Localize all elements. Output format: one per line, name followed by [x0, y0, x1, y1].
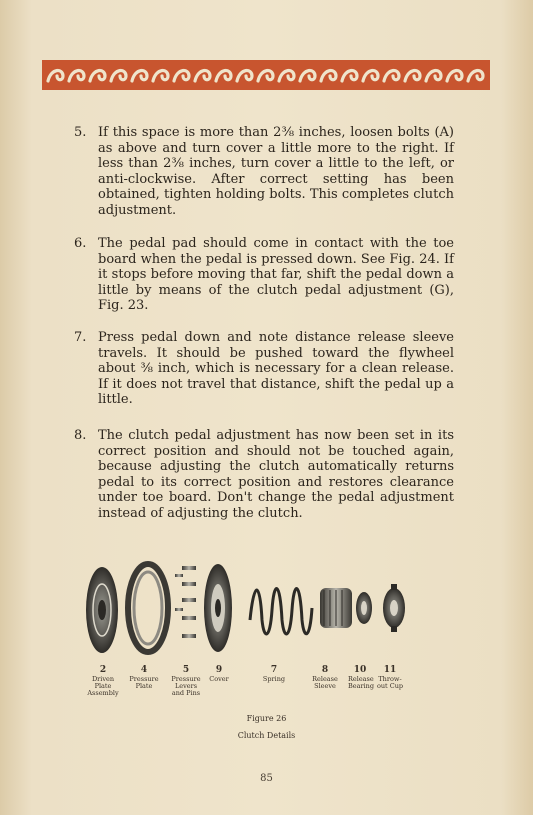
part-name: Pressure Plate [129, 675, 159, 690]
throw-out-cup-drawing [383, 584, 405, 632]
part-name: Spring [262, 675, 286, 683]
part-name: Throw-out Cup [376, 675, 404, 690]
part-label-spring [258, 664, 290, 683]
part-label-release-sleeve [308, 664, 342, 690]
part-number: 8 [321, 665, 329, 675]
item-text: If this space is more than 2⅜ inches, loosen bolts (A) as above and turn cover a little more to the right. If less than 2⅜ inches, turn cover a little to the left, or anti-clockwise. After correct setting has been obtained, tighten holding bolts. This completes clutch adjustment. [98, 125, 454, 218]
part-number: 4 [140, 665, 148, 675]
pressure-plate-drawing [128, 564, 168, 652]
figure-title: Figure 26 [246, 714, 287, 723]
item-number: 7. [74, 330, 87, 345]
part-number: 5 [182, 665, 190, 675]
item-text: The pedal pad should come in contact with the toe board when the pedal is pressed down. See Fig. 24. If it stops before moving that far, shift the pedal down a little by means of the clutch pedal adjustment (G), Fig. 23. [98, 236, 454, 313]
release-sleeve-drawing [320, 588, 352, 628]
item-text: Press pedal down and note distance release sleeve travels. It should be pushed toward the flywheel about ⅜ inch, which is necessary for a clean release. If it does not travel that distance, shift the pedal up a little. [98, 330, 454, 407]
item-number: 8. [74, 428, 87, 443]
part-name: Driven Plate Assembly [87, 675, 119, 697]
part-label-pressure-levers [170, 664, 202, 697]
part-number: 7 [270, 665, 278, 675]
cover-drawing [204, 564, 232, 652]
part-label-cover [204, 664, 234, 683]
driven-plate-drawing [86, 567, 118, 653]
page-number: 85 [260, 773, 273, 784]
part-number: 2 [99, 665, 107, 675]
clutch-parts-illustration [78, 560, 418, 660]
decorative-border-band [42, 60, 490, 90]
part-label-driven-plate [86, 664, 120, 697]
figure-subtitle: Clutch Details [237, 731, 296, 740]
part-number: 9 [215, 665, 223, 675]
part-name: Pressure Levers and Pins [171, 675, 201, 697]
pressure-levers-drawing [175, 566, 196, 638]
part-number: 11 [383, 665, 397, 675]
part-name: Cover [209, 675, 229, 683]
release-bearing-drawing [356, 592, 372, 624]
part-label-pressure-plate [127, 664, 161, 690]
part-number: 10 [353, 665, 367, 675]
item-text: The clutch pedal adjustment has now been set in its correct position and should not be touched again, because adjusting the clutch automatically returns pedal to its correct position and restores clearance under toe board. Don't change the pedal adjustment instead of adjusting the clutch. [98, 428, 454, 521]
item-number: 5. [74, 125, 87, 140]
parts-labels [78, 664, 418, 712]
part-name: Release Sleeve [312, 675, 338, 690]
item-number: 6. [74, 236, 87, 251]
part-name: Release Bearing [348, 675, 375, 690]
part-label-release-bearing [348, 664, 375, 690]
spring-drawing [250, 589, 312, 634]
part-label-throw-out-cup [376, 664, 404, 690]
